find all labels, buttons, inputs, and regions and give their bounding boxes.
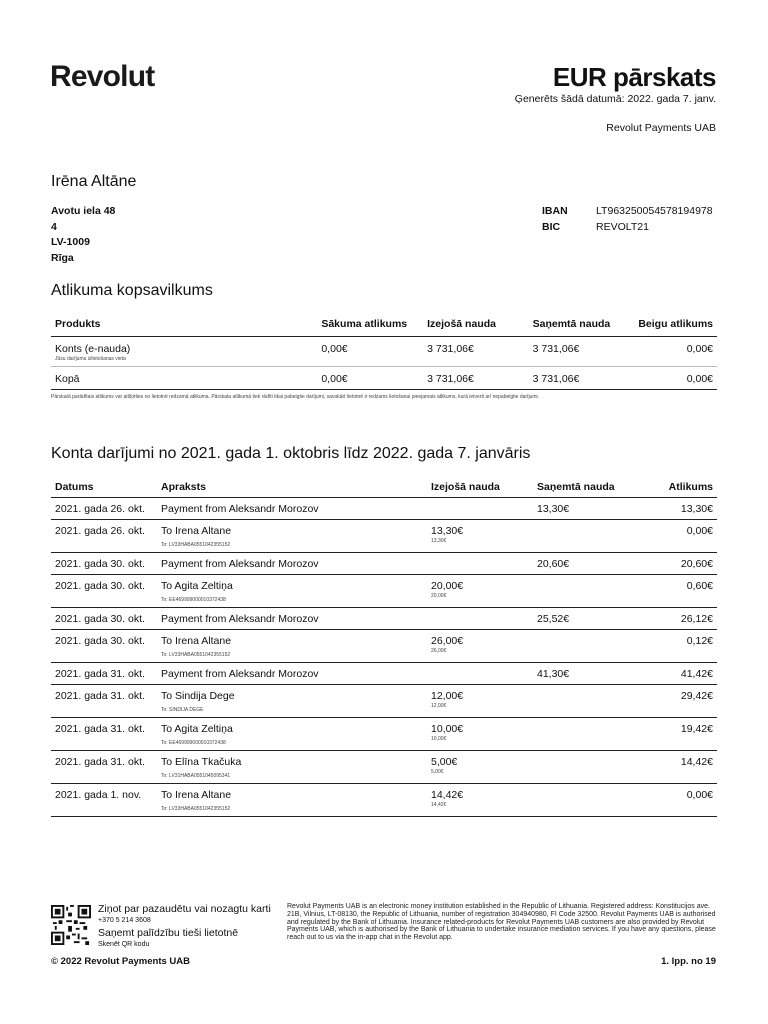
table-row: [51, 337, 717, 367]
tx-description-cell: [157, 784, 427, 817]
tx-money-out: 13,30€: [431, 525, 464, 537]
customer-name: Irēna Altāne: [51, 173, 137, 190]
tx-money-out: 10,00€: [431, 723, 464, 735]
tx-date: 2021. gada 26. okt.: [51, 520, 157, 553]
tx-money-in: [533, 630, 639, 663]
tx-money-in: 20,60€: [533, 553, 639, 575]
tx-money-out-cell: [427, 784, 533, 817]
tx-money-out: 14,42€: [431, 789, 464, 801]
tx-counterparty: To: LV33HABA0551042355152: [161, 806, 231, 812]
tx-counterparty: To: LV33HABA0551042355152: [161, 542, 231, 548]
bic-label: BIC: [542, 220, 561, 233]
tx-counterparty: To: LV31HABA0551045095341: [161, 773, 231, 779]
tx-date: 2021. gada 26. okt.: [51, 498, 157, 520]
col-header: Izejošā nauda: [427, 478, 533, 498]
tx-date: 2021. gada 30. okt.: [51, 575, 157, 608]
table-row: [51, 751, 717, 784]
transactions-heading: Konta darījumi no 2021. gada 1. oktobris līdz 2022. gada 7. janvāris: [51, 445, 531, 462]
end-balance: 0,00€: [634, 337, 717, 367]
table-row: [51, 608, 717, 630]
col-header: Atlikums: [639, 478, 717, 498]
tx-date: 2021. gada 30. okt.: [51, 553, 157, 575]
tx-date: 2021. gada 31. okt.: [51, 751, 157, 784]
tx-money-in: [533, 751, 639, 784]
tx-balance: 29,42€: [639, 685, 717, 718]
col-header: Produkts: [51, 314, 317, 337]
tx-money-in: [533, 520, 639, 553]
tx-money-out-cell: [427, 498, 533, 520]
tx-description-cell: [157, 498, 427, 520]
tx-description: To Irena Altane: [161, 635, 232, 647]
iban-label: IBAN: [542, 205, 568, 217]
tx-money-out-cell: [427, 751, 533, 784]
qr-code-icon: [51, 905, 91, 945]
tx-date: 2021. gada 30. okt.: [51, 608, 157, 630]
generated-date: Ģenerēts šādā datumā: 2022. gada 7. janv.: [514, 93, 716, 105]
tx-balance: 0,00€: [639, 520, 717, 553]
tx-description: To Elīna Tkačuka: [161, 756, 242, 768]
tx-description-cell: [157, 553, 427, 575]
tx-description: Payment from Aleksandr Morozov: [161, 503, 319, 515]
tx-description: To Irena Altane: [161, 789, 232, 801]
scan-qr-text: Skenēt QR kodu: [98, 941, 150, 948]
page-number: 1. lpp. no 19: [661, 956, 716, 967]
tx-money-in: 13,30€: [533, 498, 639, 520]
table-row: [51, 685, 717, 718]
bic-value: REVOLT21: [596, 220, 649, 233]
col-header: Apraksts: [157, 478, 427, 498]
tx-money-out: 26,00€: [431, 635, 464, 647]
footer-contact: [98, 903, 271, 951]
tx-money-out-sub: 20,00€: [431, 593, 447, 599]
start-balance: 0,00€: [317, 367, 423, 390]
tx-balance: 41,42€: [639, 663, 717, 685]
money-in: 3 731,06€: [529, 367, 635, 390]
tx-date: 2021. gada 31. okt.: [51, 663, 157, 685]
lost-card-text: Ziņot par pazaudētu vai nozagtu karti: [98, 903, 271, 915]
tx-description-cell: [157, 751, 427, 784]
tx-description-cell: [157, 630, 427, 663]
tx-description-cell: [157, 718, 427, 751]
company-name: Revolut Payments UAB: [606, 122, 716, 134]
tx-description-cell: [157, 685, 427, 718]
tx-money-out-sub: 10,00€: [431, 736, 447, 742]
col-header: Izejošā nauda: [423, 314, 529, 337]
copyright: © 2022 Revolut Payments UAB: [51, 956, 190, 967]
product-subtext: Jūsu darījumu izlietošanas vieta: [55, 356, 126, 362]
tx-money-out: 20,00€: [431, 580, 464, 592]
iban-value: LT963250054578194978: [596, 205, 713, 217]
summary-heading: Atlikuma kopsavilkums: [51, 282, 213, 299]
money-out: 3 731,06€: [423, 337, 529, 367]
tx-money-out-cell: [427, 520, 533, 553]
tx-description-cell: [157, 520, 427, 553]
tx-money-out-sub: 5,00€: [431, 769, 444, 775]
bank-details: [542, 204, 713, 235]
tx-description: To Sindija Dege: [161, 690, 235, 702]
tx-balance: 0,00€: [639, 784, 717, 817]
tx-balance: 0,12€: [639, 630, 717, 663]
col-header: Saņemtā nauda: [533, 478, 639, 498]
tx-description: To Agita Zeltiņa: [161, 723, 233, 735]
table-row: [51, 575, 717, 608]
revolut-logo: Revolut: [50, 60, 155, 93]
tx-description-cell: [157, 608, 427, 630]
money-in: 3 731,06€: [529, 337, 635, 367]
tx-description: Payment from Aleksandr Morozov: [161, 558, 319, 570]
balance-summary-table: [51, 314, 717, 390]
tx-description-cell: [157, 663, 427, 685]
tx-money-out-sub: 14,42€: [431, 802, 447, 808]
statement-title: EUR pārskats: [552, 62, 716, 92]
tx-money-out: 5,00€: [431, 756, 458, 768]
tx-money-out-sub: 13,30€: [431, 538, 447, 544]
col-header: Beigu atlikums: [634, 314, 717, 337]
tx-money-in: [533, 784, 639, 817]
address-line: 4: [51, 220, 57, 233]
tx-balance: 14,42€: [639, 751, 717, 784]
tx-money-out-sub: 12,00€: [431, 703, 447, 709]
col-header: Datums: [51, 478, 157, 498]
tx-counterparty: To: EE469999000010372438: [161, 740, 226, 746]
tx-money-out-cell: [427, 575, 533, 608]
tx-date: 2021. gada 30. okt.: [51, 630, 157, 663]
product-name: Kopā: [51, 367, 317, 390]
tx-description: Payment from Aleksandr Morozov: [161, 668, 319, 680]
tx-money-in: 41,30€: [533, 663, 639, 685]
tx-balance: 0,60€: [639, 575, 717, 608]
help-text: Saņemt palīdzību tieši lietotnē: [98, 927, 239, 939]
tx-money-out-cell: [427, 553, 533, 575]
tx-description: To Irena Altane: [161, 525, 232, 537]
tx-money-out-cell: [427, 630, 533, 663]
tx-description-cell: [157, 575, 427, 608]
tx-counterparty: To: LV33HABA0551042355152: [161, 652, 231, 658]
tx-money-in: [533, 575, 639, 608]
phone-number: +370 5 214 3608: [98, 917, 151, 924]
tx-counterparty: To: EE469999000010372438: [161, 597, 226, 603]
table-row: [51, 663, 717, 685]
col-header: Saņemtā nauda: [529, 314, 635, 337]
address-line: Rīga: [51, 251, 74, 264]
table-row: [51, 498, 717, 520]
tx-money-out-cell: [427, 685, 533, 718]
tx-date: 2021. gada 31. okt.: [51, 718, 157, 751]
tx-money-out-cell: [427, 718, 533, 751]
money-out: 3 731,06€: [423, 367, 529, 390]
tx-money-in: [533, 718, 639, 751]
tx-money-out-cell: [427, 608, 533, 630]
table-row: [51, 520, 717, 553]
address-line: LV-1009: [51, 236, 90, 248]
tx-balance: 20,60€: [639, 553, 717, 575]
table-row: [51, 630, 717, 663]
customer-address: [51, 204, 115, 266]
start-balance: 0,00€: [317, 337, 423, 367]
product-name: Konts (e-nauda): [55, 343, 131, 355]
tx-date: 2021. gada 1. nov.: [51, 784, 157, 817]
summary-note: Pārskatā parādītais atlikums var atšķirties no lietotnē redzamā atlikuma. Pārskata atlikumā tiek rādīti tikai pabeigtie darījumi, savukārt lietotnē ir redzams lietošanai pieejamais atlikums, kurā ietverti arī nepabeigtie darījumi.: [51, 394, 539, 400]
table-row: [51, 718, 717, 751]
table-row: [51, 553, 717, 575]
tx-date: 2021. gada 31. okt.: [51, 685, 157, 718]
tx-money-out: 12,00€: [431, 690, 464, 702]
tx-balance: 26,12€: [639, 608, 717, 630]
tx-counterparty: To: SINDIJA DEGE: [161, 707, 204, 713]
tx-money-in: [533, 685, 639, 718]
table-row: [51, 784, 717, 817]
tx-money-in: 25,52€: [533, 608, 639, 630]
tx-description: To Agita Zeltiņa: [161, 580, 233, 592]
end-balance: 0,00€: [634, 367, 717, 390]
col-header: Sākuma atlikums: [317, 314, 423, 337]
table-row: [51, 367, 717, 390]
tx-balance: 13,30€: [639, 498, 717, 520]
transactions-table: [51, 478, 717, 817]
legal-text: Revolut Payments UAB is an electronic money institution established in the Republic of Lithuania. Registered address: Konstitucijos ave. 21B, Vilnius, LT-08130, the Republic of Lithuania, number of registration 304940980, FI Code 32500. Revolut Payments UAB is authorised and regulated by the Bank of Lithuania. Insurance related-products for Revolut Payments UAB customers are also provided by Revolut Payments UAB, which is authorised by the Bank of Lithuania to undertake insurance mediation services. If you have any questions, please reach out to us via the in-app chat in the Revolut app.: [287, 903, 716, 942]
tx-money-out-cell: [427, 663, 533, 685]
tx-description: Payment from Aleksandr Morozov: [161, 613, 319, 625]
tx-balance: 19,42€: [639, 718, 717, 751]
address-line: Avotu iela 48: [51, 205, 116, 217]
tx-money-out-sub: 26,00€: [431, 648, 447, 654]
